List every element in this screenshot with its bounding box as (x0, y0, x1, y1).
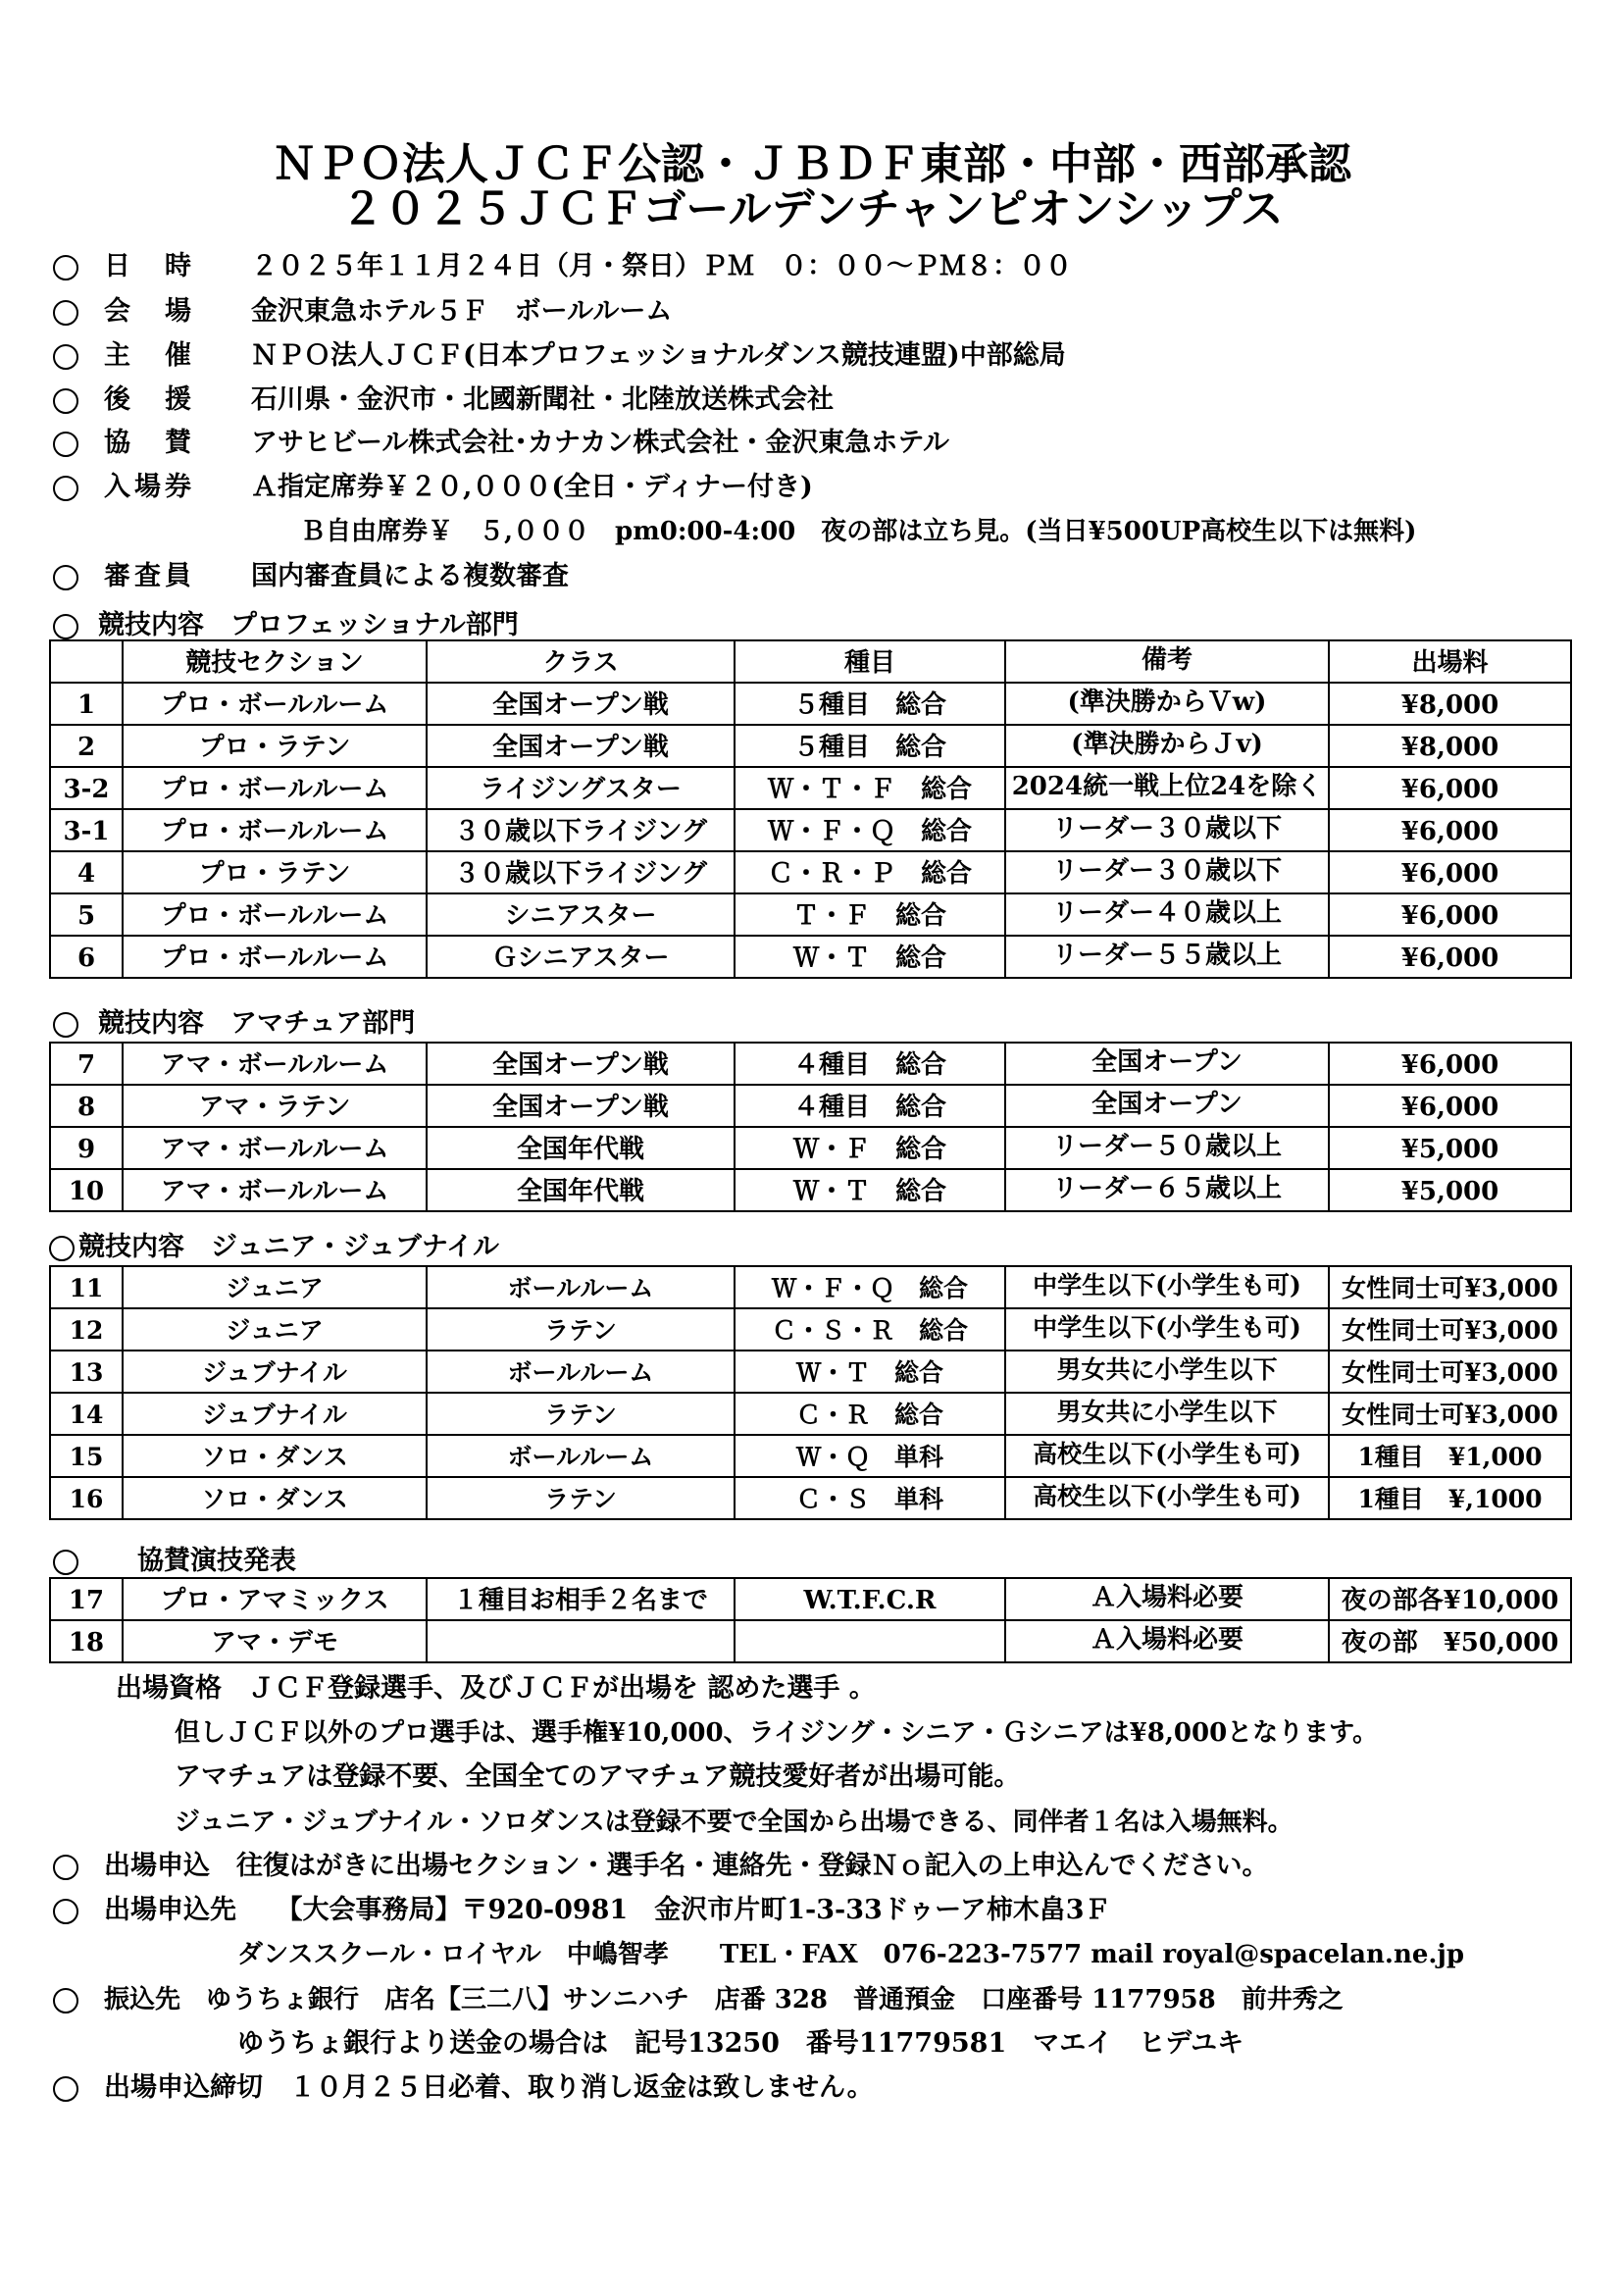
eligibility-line3: アマチュアは登録不要、全国全てのアマチュア競技愛好者が出場可能。 (175, 1761, 1021, 1792)
table-cell: アマ・ボールルーム (123, 1127, 427, 1169)
deadline-row (53, 2066, 874, 2110)
table-row (50, 893, 1571, 936)
table-cell: 全国年代戦 (427, 1127, 735, 1169)
section-pro-heading (53, 608, 519, 643)
table-cell: ボールルーム (427, 1435, 735, 1477)
table-cell: 9 (50, 1127, 123, 1169)
table-cell: プロ・ボールルーム (123, 809, 427, 851)
table-cell: W.T.F.C.R (735, 1578, 1005, 1620)
info-label: 日 時 (104, 251, 195, 281)
table-cell: 15 (50, 1435, 123, 1477)
table-cell: ソロ・ダンス (123, 1435, 427, 1477)
table-cell: ボールルーム (427, 1351, 735, 1393)
table-cell: 14 (50, 1393, 123, 1435)
circle-bullet-icon (53, 1012, 78, 1038)
amateur-table (49, 1042, 1572, 1212)
info-value: ２０２５年１１月２４日（月・祭日）ＰＭ ０：００～ＰＭ８：００ (251, 251, 1072, 281)
table-cell: ラテン (427, 1308, 735, 1351)
info-sponsor (53, 422, 949, 465)
application-row (53, 1845, 1268, 1888)
table-row (50, 1393, 1571, 1435)
circle-bullet-icon (53, 255, 78, 280)
table-cell: Ｗ・Ｆ・Ｑ 総合 (735, 809, 1005, 851)
ticket-b-value: Ｂ自由席券￥ ５,０００ pm0:00-4:00 夜の部は立ち見。(当日¥500UP高校生以下は無料) (300, 517, 1417, 546)
info-ticket (53, 466, 813, 509)
table-row (50, 725, 1571, 767)
info-organizer (53, 334, 1066, 378)
table-cell: 全国オープン戦 (427, 683, 735, 725)
table-cell: リーダー４０歳以上 (1005, 893, 1329, 936)
circle-bullet-icon (53, 476, 78, 501)
table-cell: 13 (50, 1351, 123, 1393)
table-cell: Ｗ・Ｑ 単科 (735, 1435, 1005, 1477)
pro-table (49, 639, 1572, 979)
table-cell: アマ・デモ (123, 1620, 427, 1662)
table-cell: 1 (50, 683, 123, 725)
info-ticket-b (300, 510, 1416, 553)
header-cell (50, 640, 123, 683)
table-cell: 全国オープン (1005, 1043, 1329, 1085)
table-row (50, 1620, 1571, 1662)
table-cell: ¥8,000 (1329, 725, 1571, 767)
circle-bullet-icon (53, 614, 78, 639)
page-title-line2: ２０２５ＪＣＦゴールデンチャンピオンシップス (340, 184, 1284, 234)
table-cell: ¥6,000 (1329, 893, 1571, 936)
table-cell (427, 1620, 735, 1662)
table-cell: ジュニア (123, 1308, 427, 1351)
table-cell: Ｗ・Ｆ 総合 (735, 1127, 1005, 1169)
table-cell: リーダー５５歳以上 (1005, 936, 1329, 978)
table-cell: ¥6,000 (1329, 851, 1571, 893)
table-row (50, 1043, 1571, 1085)
table-cell: (準決勝からＶw) (1005, 683, 1329, 725)
address-row (53, 1889, 1111, 1932)
table-cell: ボールルーム (427, 1266, 735, 1308)
table-cell: ¥6,000 (1329, 767, 1571, 809)
info-datetime (53, 245, 1072, 288)
table-cell: 2024統一戦上位24を除く (1005, 767, 1329, 809)
eligibility-line1: 出場資格 ＪＣＦ登録選手、及びＪＣＦが出場を 認めた選手 。 (116, 1673, 876, 1704)
table-cell: Ｗ・Ｔ・Ｆ 総合 (735, 767, 1005, 809)
table-row (50, 809, 1571, 851)
table-row (50, 936, 1571, 978)
info-value: 石川県・金沢市・北國新聞社・北陸放送株式会社 (251, 384, 834, 415)
info-label: 会 場 (104, 296, 195, 327)
table-cell: ¥8,000 (1329, 683, 1571, 725)
payment-line1: 振込先 ゆうちょ銀行 店名【三二八】サンニハチ 店番 328 普通預金 口座番号 1177958 前井秀之 (104, 1985, 1344, 2014)
table-cell: ５種目 総合 (735, 683, 1005, 725)
table-row (50, 1435, 1571, 1477)
info-venue (53, 290, 672, 333)
header-cell: 競技セクション (123, 640, 427, 683)
info-value: 金沢東急ホテル５Ｆ ボールルーム (251, 296, 673, 327)
table-cell: 女性同士可¥3,000 (1329, 1266, 1571, 1308)
table-cell: ¥6,000 (1329, 1085, 1571, 1127)
info-label: 入場券 (104, 472, 195, 502)
table-cell: ラテン (427, 1477, 735, 1519)
section-pro-label: 競技内容 プロフェッショナル部門 (98, 610, 519, 640)
table-cell: 夜の部各¥10,000 (1329, 1578, 1571, 1620)
table-cell: Ａ入場料必要 (1005, 1620, 1329, 1662)
table-row (50, 683, 1571, 725)
junior-table (49, 1265, 1572, 1520)
table-cell: プロ・アマミックス (123, 1578, 427, 1620)
table-row (50, 851, 1571, 893)
table-cell: ジュブナイル (123, 1351, 427, 1393)
address-line2: ダンススクール・ロイヤル 中嶋智孝 TEL・FAX 076-223-7577 mail royal@spacelan.ne.jp (237, 1940, 1465, 1969)
circle-bullet-icon (53, 1899, 78, 1924)
table-cell: 16 (50, 1477, 123, 1519)
table-cell: シニアスター (427, 893, 735, 936)
table-cell: Ｃ・Ｓ 単科 (735, 1477, 1005, 1519)
address-line1: 出場申込先 【大会事務局】〒920-0981 金沢市片町1-3-33ドゥーア柿木畠3Ｆ (104, 1895, 1111, 1925)
circle-bullet-icon (53, 388, 78, 414)
table-cell: 2 (50, 725, 123, 767)
table-row (50, 1578, 1571, 1620)
table-row (50, 767, 1571, 809)
table-cell: 18 (50, 1620, 123, 1662)
info-label: 後 援 (104, 384, 195, 415)
table-cell: 12 (50, 1308, 123, 1351)
table-cell: Ｗ・Ｆ・Ｑ 総合 (735, 1266, 1005, 1308)
application-text: 出場申込 往復はがきに出場セクション・選手名・連絡先・登録Ｎｏ記入の上申込んでください。 (104, 1851, 1269, 1881)
table-cell: プロ・ボールルーム (123, 767, 427, 809)
table-cell: １種目お相手２名まで (427, 1578, 735, 1620)
info-label: 協 賛 (104, 428, 195, 458)
table-cell: ３０歳以下ライジング (427, 851, 735, 893)
table-cell: リーダー６５歳以上 (1005, 1169, 1329, 1211)
table-cell: 女性同士可¥3,000 (1329, 1308, 1571, 1351)
table-cell: 1種目 ¥,1000 (1329, 1477, 1571, 1519)
table-cell: プロ・ボールルーム (123, 936, 427, 978)
circle-bullet-icon (53, 300, 78, 326)
deadline-text: 出場申込締切 １０月２５日必着、取り消し返金は致しません。 (104, 2072, 874, 2103)
table-cell: プロ・ラテン (123, 725, 427, 767)
table-cell: ¥5,000 (1329, 1169, 1571, 1211)
header-cell: 種目 (735, 640, 1005, 683)
section-junior-heading (49, 1230, 499, 1265)
table-cell: (準決勝からＪv) (1005, 725, 1329, 767)
table-cell: ３０歳以下ライジング (427, 809, 735, 851)
table-row (50, 1127, 1571, 1169)
table-cell: アマ・ボールルーム (123, 1043, 427, 1085)
table-cell: 全国オープン戦 (427, 725, 735, 767)
table-row (50, 1169, 1571, 1211)
table-cell: 夜の部 ¥50,000 (1329, 1620, 1571, 1662)
table-cell: ¥5,000 (1329, 1127, 1571, 1169)
table-cell: リーダー５０歳以上 (1005, 1127, 1329, 1169)
table-row (50, 1308, 1571, 1351)
table-cell: 高校生以下(小学生も可) (1005, 1435, 1329, 1477)
table-cell: Ａ入場料必要 (1005, 1578, 1329, 1620)
table-cell: ソロ・ダンス (123, 1477, 427, 1519)
header-cell: クラス (427, 640, 735, 683)
table-cell: Ｃ・Ｒ・Ｐ 総合 (735, 851, 1005, 893)
table-cell: Ｇシニアスター (427, 936, 735, 978)
table-cell: ¥6,000 (1329, 809, 1571, 851)
table-cell: ４種目 総合 (735, 1043, 1005, 1085)
table-cell: 5 (50, 893, 123, 936)
table-cell: 8 (50, 1085, 123, 1127)
table-cell: ライジングスター (427, 767, 735, 809)
payment-row (53, 1978, 1344, 2021)
table-row (50, 1351, 1571, 1393)
table-cell: 3-2 (50, 767, 123, 809)
table-cell: Ｃ・Ｒ 総合 (735, 1393, 1005, 1435)
table-cell: プロ・ボールルーム (123, 893, 427, 936)
table-cell: 女性同士可¥3,000 (1329, 1351, 1571, 1393)
table-cell (735, 1620, 1005, 1662)
section-amateur-heading (53, 1006, 415, 1042)
table-cell: 3-1 (50, 809, 123, 851)
table-cell: プロ・ボールルーム (123, 683, 427, 725)
table-cell: 中学生以下(小学生も可) (1005, 1266, 1329, 1308)
table-header-row (50, 640, 1571, 683)
table-cell: 11 (50, 1266, 123, 1308)
sponsor-table (49, 1577, 1572, 1663)
info-label: 主 催 (104, 340, 195, 371)
table-cell: リーダー３０歳以下 (1005, 809, 1329, 851)
table-cell: 男女共に小学生以下 (1005, 1393, 1329, 1435)
info-value: アサヒビール株式会社･カナカン株式会社・金沢東急ホテル (251, 428, 949, 458)
eligibility-line4: ジュニア・ジュブナイル・ソロダンスは登録不要で全国から出場できる、同伴者１名は入場無料。 (175, 1808, 1294, 1837)
payment-line2: ゆうちょ銀行より送金の場合は 記号13250 番号11779581 マエイ ヒデユキ (237, 2028, 1244, 2059)
section-amateur-label: 競技内容 アマチュア部門 (98, 1008, 416, 1039)
table-cell: 6 (50, 936, 123, 978)
table-cell: 17 (50, 1578, 123, 1620)
info-value: Ａ指定席券￥２０,０００(全日・ディナー付き) (251, 472, 813, 502)
table-row (50, 1085, 1571, 1127)
table-cell: 全国年代戦 (427, 1169, 735, 1211)
table-row (50, 1266, 1571, 1308)
circle-bullet-icon (53, 1550, 78, 1575)
table-cell: プロ・ラテン (123, 851, 427, 893)
table-cell: Ｔ・Ｆ 総合 (735, 893, 1005, 936)
table-cell: 全国オープン戦 (427, 1085, 735, 1127)
table-cell: 1種目 ¥1,000 (1329, 1435, 1571, 1477)
info-judges (53, 555, 569, 598)
circle-bullet-icon (53, 1855, 78, 1880)
table-cell: ¥6,000 (1329, 936, 1571, 978)
info-label: 審査員 (104, 561, 195, 591)
table-cell: ジュニア (123, 1266, 427, 1308)
table-cell: ４種目 総合 (735, 1085, 1005, 1127)
table-cell: 10 (50, 1169, 123, 1211)
table-cell: Ｗ・Ｔ 総合 (735, 1351, 1005, 1393)
table-cell: 4 (50, 851, 123, 893)
table-cell: 女性同士可¥3,000 (1329, 1393, 1571, 1435)
table-cell: リーダー３０歳以下 (1005, 851, 1329, 893)
table-cell: Ｗ・Ｔ 総合 (735, 936, 1005, 978)
table-row (50, 1477, 1571, 1519)
table-cell: 高校生以下(小学生も可) (1005, 1477, 1329, 1519)
circle-bullet-icon (53, 432, 78, 457)
header-cell: 備考 (1005, 640, 1329, 683)
page-title-line1: ＮＰＯ法人ＪＣＦ公認・ＪＢＤＦ東部・中部・西部承認 (273, 139, 1351, 189)
table-cell: 全国オープン (1005, 1085, 1329, 1127)
table-cell: 男女共に小学生以下 (1005, 1351, 1329, 1393)
table-cell: Ｃ・Ｓ・Ｒ 総合 (735, 1308, 1005, 1351)
info-value: ＮＰＯ法人ＪＣＦ(日本プロフェッショナルダンス競技連盟)中部総局 (251, 340, 1066, 371)
section-junior-label: 競技内容 ジュニア・ジュブナイル (78, 1232, 500, 1262)
circle-bullet-icon (53, 344, 78, 370)
table-cell: アマ・ボールルーム (123, 1169, 427, 1211)
section-sponsor-label: 協賛演技発表 (137, 1546, 296, 1576)
eligibility-line2: 但しＪＣＦ以外のプロ選手は、選手権¥10,000、ライジング・シニア・Ｇシニアは¥8,000となります。 (175, 1718, 1379, 1748)
header-cell: 出場料 (1329, 640, 1571, 683)
table-cell: 7 (50, 1043, 123, 1085)
table-cell: ジュブナイル (123, 1393, 427, 1435)
table-cell: 全国オープン戦 (427, 1043, 735, 1085)
section-sponsor-heading (53, 1544, 296, 1579)
table-cell: アマ・ラテン (123, 1085, 427, 1127)
circle-bullet-icon (53, 565, 78, 590)
circle-bullet-icon (53, 2076, 78, 2102)
table-cell: Ｗ・Ｔ 総合 (735, 1169, 1005, 1211)
table-cell: ¥6,000 (1329, 1043, 1571, 1085)
info-value: 国内審査員による複数審査 (251, 561, 569, 591)
table-cell: ５種目 総合 (735, 725, 1005, 767)
table-cell: 中学生以下(小学生も可) (1005, 1308, 1329, 1351)
table-cell: ラテン (427, 1393, 735, 1435)
circle-bullet-icon (49, 1236, 75, 1261)
circle-bullet-icon (53, 1988, 78, 2014)
info-support (53, 379, 834, 422)
